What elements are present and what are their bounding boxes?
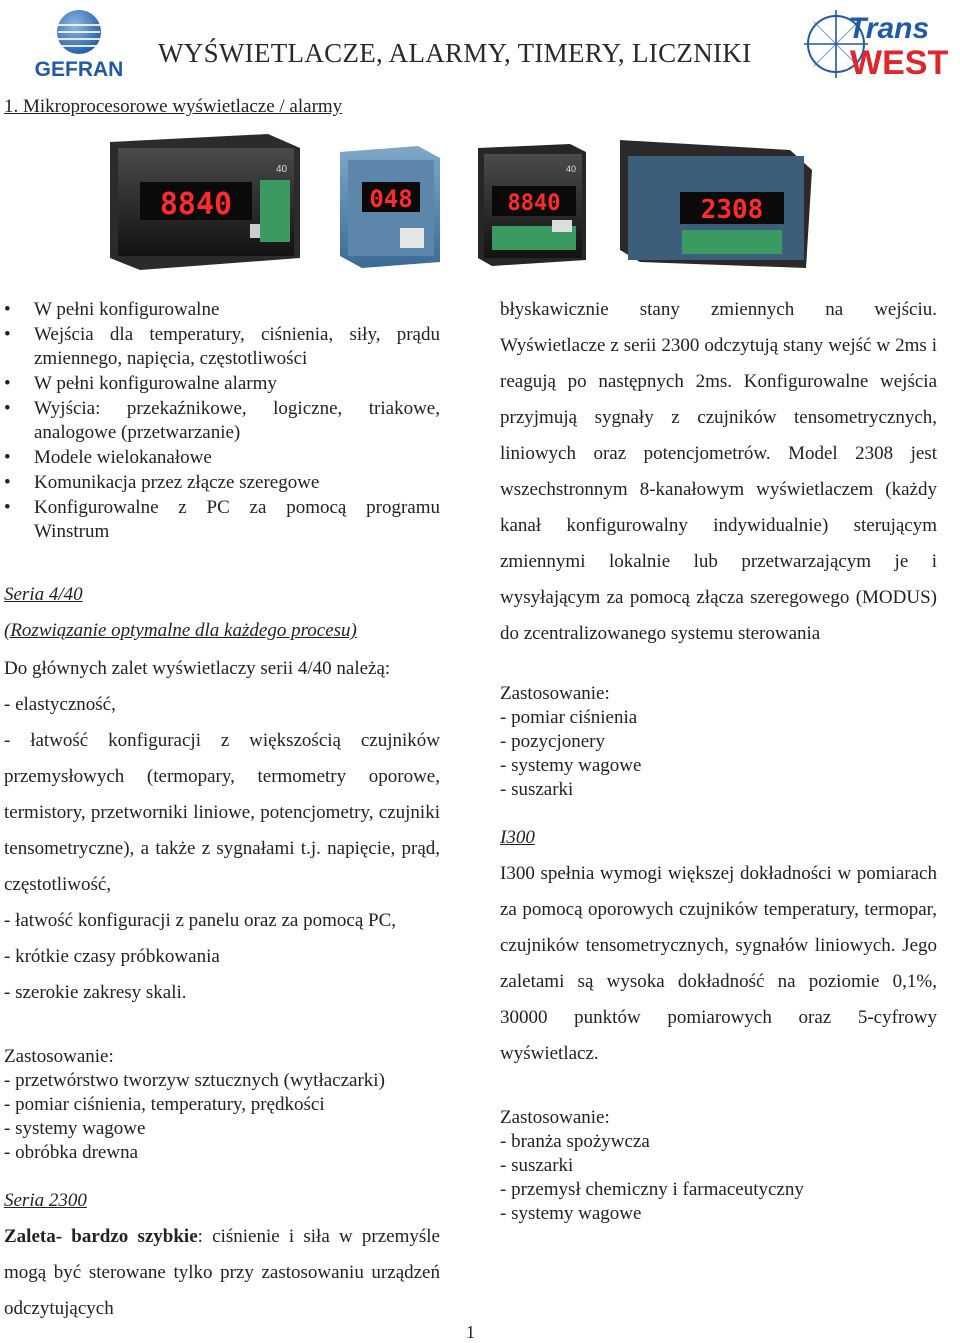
device-1-display: 8840 (159, 187, 233, 222)
feature-item: • Wyjścia: przekaźnikowe, logiczne, triakowe, analogowe (przetwarzanie) (4, 397, 440, 445)
feature-item: • W pełni konfigurowalne (4, 298, 440, 322)
i300-text: I300 spełnia wymogi większej dokładności w pomiarach za pomocą oporowych czujników temperatury, termopar, czujników tensometrycznych, sygnałów liniowych. Jego zaletami są wysoka dokładność na poziomie 0,1%, 30000 punktów pomiarowych oraz 5-cyfrowy wyświetlacz. (500, 863, 937, 1064)
device-4-40-small (478, 144, 586, 266)
application-item: - przetwórstwo tworzyw sztucznych (wytłaczarki) (4, 1070, 385, 1091)
svg-text:40: 40 (566, 164, 577, 174)
seria-440-title: Seria 4/40 (4, 584, 83, 605)
advantage-item: - krótkie czasy próbkowania (4, 946, 220, 967)
seria-2300-text-right: błyskawicznie stany zmiennych na wejściu. Wyświetlacze z serii 2300 odczytują stany wejść w 2ms i reagują po następnych 2ms. Konfigurowalne wejścia przyjmują sygnały z czujników tensometrycznych, liniowych oraz potencjometrów. Model 2308 jest wszechstronnym 8-kanałowym wyświetlaczem (każdy kanał konfigurowalny indywidualnie) sterującym zmiennymi lokalnie lub przetwarzającym je i wysyłającym za pomocą złącza szeregowego (MODUS) do zcentralizowanego systemu sterowania (500, 299, 937, 644)
application-item: - systemy wagowe (500, 755, 642, 776)
gefran-logo (20, 8, 138, 80)
application-item: - przemysł chemiczny i farmaceutyczny (500, 1179, 804, 1200)
seria-2300-applications (500, 706, 937, 802)
section-heading: 1. Mikroprocesorowe wyświetlacze / alarmy (4, 96, 343, 117)
device-photos (100, 130, 820, 280)
feature-item: • Konfigurowalne z PC za pomocą programu Winstrum (4, 496, 440, 544)
application-item: - pomiar ciśnienia, temperatury, prędkości (4, 1094, 325, 1115)
gefran-wordmark: GEFRAN (34, 58, 124, 80)
i300-title: I300 (500, 827, 535, 848)
device-048 (340, 146, 440, 268)
page-title: WYŚWIETLACZE, ALARMY, TIMERY, LICZNIKI (158, 38, 752, 68)
seria-2300-title: Seria 2300 (4, 1190, 87, 1211)
application-item: - suszarki (500, 1155, 574, 1176)
advantage-item: - elastyczność, (4, 694, 116, 715)
feature-item: • W pełni konfigurowalne alarmy (4, 372, 440, 396)
device-2-display: 048 (369, 185, 413, 213)
i300-applications (500, 1130, 937, 1226)
device-3-display: 8840 (507, 191, 561, 216)
transwest-logo (800, 4, 956, 82)
feature-item: • Komunikacja przez złącze szeregowe (4, 471, 440, 495)
device-4-display: 2308 (700, 195, 764, 225)
seria-440-intro: Do głównych zalet wyświetlaczy serii 4/40 należą: (4, 658, 391, 679)
application-item: - systemy wagowe (500, 1203, 642, 1224)
feature-item: • Modele wielokanałowe (4, 446, 440, 470)
device-4-40-large (110, 134, 300, 270)
advantage-item: - łatwość konfiguracji z panelu oraz za pomocą PC, (4, 910, 396, 931)
application-item: - pomiar ciśnienia (500, 707, 638, 728)
application-item: - branża spożywcza (500, 1131, 650, 1152)
application-item: - suszarki (500, 779, 574, 800)
application-item: - pozycjonery (500, 731, 605, 752)
transwest-wordmark-line2: WEST (850, 44, 949, 82)
application-item: - obróbka drewna (4, 1142, 139, 1163)
i300-applications-label: Zastosowanie: (500, 1107, 610, 1128)
seria-2300-text-left: Zaleta- bardzo szybkie: ciśnienie i siła w przemyśle mogą być sterowane tylko przy zastosowaniu urządzeń odczytujących (4, 1226, 440, 1319)
seria-2300-applications-label: Zastosowanie: (500, 683, 610, 704)
seria-440-subtitle: (Rozwiązanie optymalne dla każdego procesu) (4, 620, 357, 641)
svg-text:40: 40 (276, 164, 288, 175)
advantage-item: - szerokie zakresy skali. (4, 982, 187, 1003)
left-column (4, 298, 440, 1327)
right-column (500, 298, 937, 1226)
feature-item: • Wejścia dla temperatury, ciśnienia, siły, prądu zmiennego, napięcia, częstotliwości (4, 323, 440, 371)
application-item: - systemy wagowe (4, 1118, 146, 1139)
device-2308 (620, 140, 812, 268)
transwest-wordmark-line1: Trans (848, 12, 930, 45)
advantage-item: - łatwość konfiguracji z większością czujników przemysłowych (termopary, termometry oporowe, termistory, przetworniki liniowe, potencjometry, czujniki tensometryczne), a także z sygnałami t.j. napięcie, prąd, częstotliwość, (4, 730, 440, 895)
feature-list (4, 298, 440, 544)
seria-440-applications-label: Zastosowanie: (4, 1046, 114, 1067)
seria-440-applications (4, 1069, 440, 1165)
page-number: 1 (466, 1322, 475, 1342)
seria-2300-lead: Zaleta- bardzo szybkie (4, 1226, 198, 1247)
